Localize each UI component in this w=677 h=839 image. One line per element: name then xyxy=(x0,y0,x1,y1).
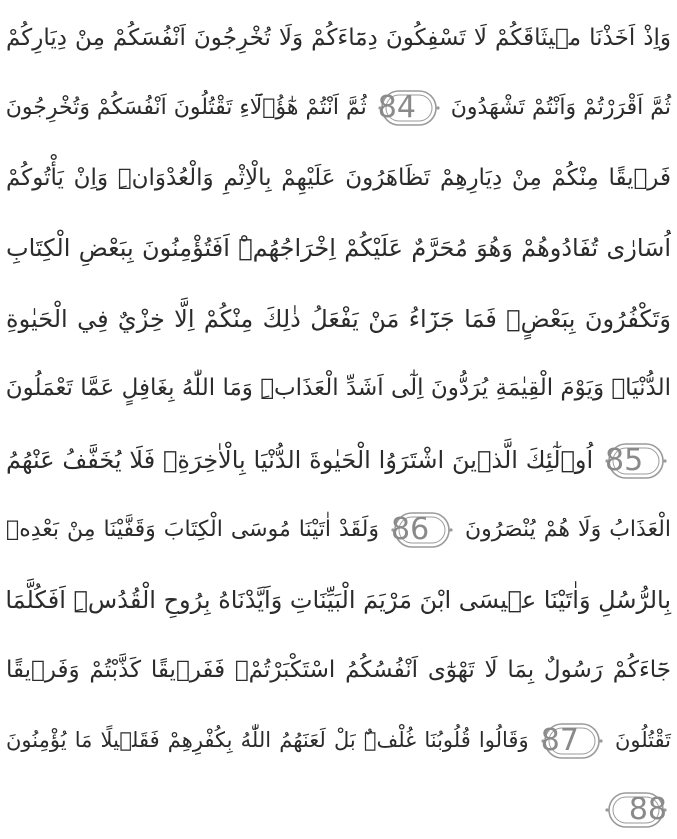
verse-number-marker xyxy=(605,790,667,830)
verse-number: 88 xyxy=(628,791,667,827)
verse-line xyxy=(6,80,671,136)
verse-line xyxy=(6,572,671,628)
verse-number-marker xyxy=(378,88,440,128)
verse-number: 85 xyxy=(605,443,644,478)
verse-line xyxy=(6,780,671,836)
verse-number-marker xyxy=(541,721,603,761)
verse-line xyxy=(6,150,671,206)
verse-text: وَقَالُوا قُلُوبُنَا غُلْفٌۜ بَلْ لَعَنَهُمُ اللّٰهُ بِكُفْرِهِمْ فَقَل۪يلًا مَا يُؤْمِنُونَ xyxy=(6,728,529,752)
verse-line xyxy=(6,502,671,558)
verse-line xyxy=(6,10,671,66)
verse-text: الدُّنْيَاۚ وَيَوْمَ الْقِيٰمَةِ يُرَدُّونَ اِلٰٓى اَشَدِّ الْعَذَابِۜ وَمَا اللّٰهُ بِغَافِلٍ عَمَّا تَعْمَلُونَ xyxy=(5,375,671,401)
verse-text: فَر۪يقًا مِنْكُمْ مِنْ دِيَارِهِمْ تَظَاهَرُونَ عَلَيْهِمْ بِالْاِثْمِ وَالْعُدْوَانِۜ وَاِنْ يَأْتُوكُمْ xyxy=(6,165,671,191)
verse-text: وَاِذْ اَخَذْنَا م۪يثَاقَكُمْ لَا تَسْفِكُونَ دِمَٓاءَكُمْ وَلَا تُخْرِجُونَ اَنْفُسَكُمْ مِنْ دِيَارِكُمْ xyxy=(6,25,671,51)
verse-number-marker xyxy=(391,510,453,550)
verse-number: 87 xyxy=(540,723,579,758)
verse-text: الْعَذَابُ وَلَا هُمْ يُنْصَرُونَ xyxy=(465,517,672,542)
verse-text: اُسَارٰى تُفَادُوهُمْ وَهُوَ مُحَرَّمٌ عَلَيْكُمْ اِخْرَاجُهُمْۜ اَفَتُؤْمِنُونَ بِبَعْضِ الْكِتَابِ xyxy=(6,234,671,262)
verse-line xyxy=(6,432,671,488)
verse-number: 84 xyxy=(377,90,416,125)
verse-text: وَتَكْفُرُونَ بِبَعْضٍۚ فَمَا جَزَٓاءُ مَنْ يَفْعَلُ ذٰلِكَ مِنْكُمْ اِلَّا خِزْيٌ فِي الْحَيٰوةِ xyxy=(6,305,671,333)
verse-line xyxy=(6,360,671,416)
verse-line xyxy=(6,291,671,347)
verse-text: جَٓاءَكُمْ رَسُولٌ بِمَا لَا تَهْوٰٓى اَنْفُسُكُمُ اسْتَكْبَرْتُمْۚ فَفَر۪يقًا كَذَّبْتُمْ وَفَر۪يقًا xyxy=(6,657,671,683)
verse-line xyxy=(6,220,671,276)
verse-number: 86 xyxy=(391,512,430,547)
verse-text: اُو۬لٰٓئِكَ الَّذ۪ينَ اشْتَرَوُا الْحَيٰوةَ الدُّنْيَا بِالْاٰخِرَةِۘ فَلَا يُخَفَّفُ عَنْهُمُ xyxy=(6,446,594,474)
verse-text: تَقْتُلُونَ xyxy=(614,728,671,752)
verse-text: ثُمَّ اَقْرَرْتُمْ وَاَنْتُمْ تَشْهَدُونَ xyxy=(450,95,671,120)
verse-number-marker xyxy=(605,441,667,481)
verse-text: ثُمَّ اَنْتُمْ هٰٓؤُ۬لَٓاءِ تَقْتُلُونَ اَنْفُسَكُمْ وَتُخْرِجُونَ xyxy=(5,95,367,120)
verse-line xyxy=(6,712,671,768)
verse-text: بِالرُّسُلِ وَاٰتَيْنَا ع۪يسَى ابْنَ مَرْيَمَ الْبَيِّنَاتِ وَاَيَّدْنَاهُ بِرُوحِ الْقُدُسِۜ اَفَكُلَّمَا xyxy=(5,586,671,614)
verse-text: وَلَقَدْ اٰتَيْنَا مُوسَى الْكِتَابَ وَقَفَّيْنَا مِنْ بَعْدِه۪ xyxy=(6,517,379,542)
verse-line xyxy=(6,642,671,698)
